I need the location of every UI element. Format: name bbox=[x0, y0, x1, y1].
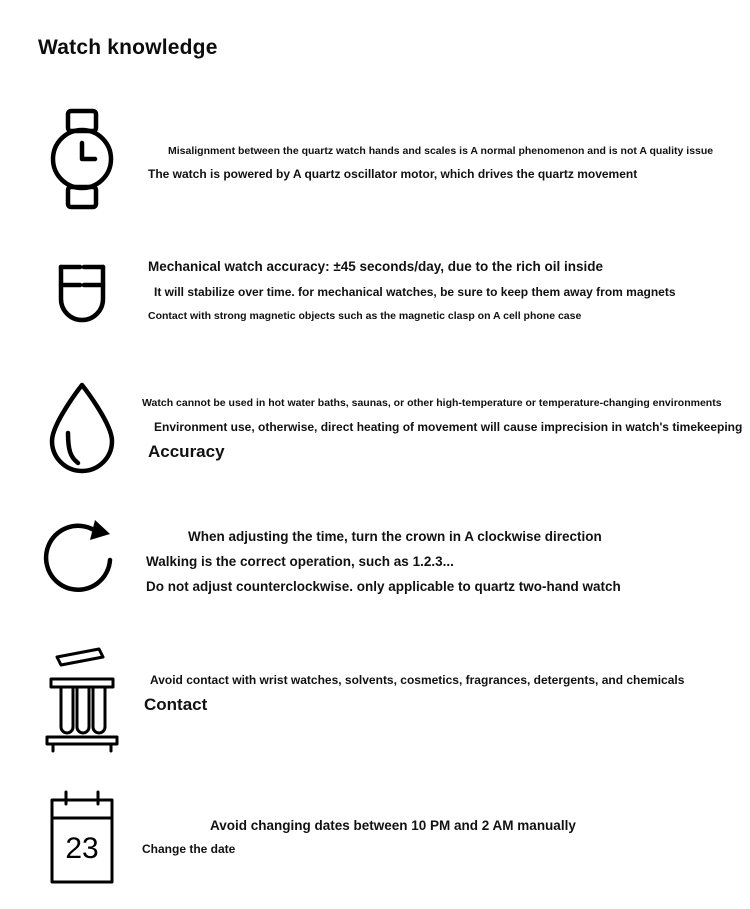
date-line-1: Avoid changing dates between 10 PM and 2 AM manually bbox=[210, 818, 576, 833]
clockwise-arrow-icon bbox=[34, 510, 130, 610]
chemicals-line-1: Avoid contact with wrist watches, solvents, cosmetics, fragrances, detergents, and chemicals bbox=[150, 673, 685, 687]
calendar-day: 23 bbox=[65, 832, 99, 865]
quartz-line-1: Misalignment between the quartz watch hands and scales is A normal phenomenon and is not A quality issue bbox=[168, 145, 714, 157]
watch-icon bbox=[34, 104, 130, 214]
water-drop-icon bbox=[34, 378, 130, 478]
crown-line-1: When adjusting the time, turn the crown in A clockwise direction bbox=[188, 529, 602, 544]
chemicals-line-2: Contact bbox=[144, 695, 208, 715]
test-tube-rack-icon bbox=[34, 640, 130, 758]
magnet-text-block bbox=[140, 258, 740, 324]
quartz-line-2: The watch is powered by A quartz oscillator motor, which drives the quartz movement bbox=[148, 167, 638, 182]
water-line-3: Accuracy bbox=[148, 442, 225, 462]
calendar-icon bbox=[34, 785, 130, 897]
magnet-line-1: Mechanical watch accuracy: ±45 seconds/day, due to the rich oil inside bbox=[148, 259, 604, 274]
date-text-block bbox=[140, 817, 740, 857]
magnet-line-2: It will stabilize over time. for mechanical watches, be sure to keep them away from magnets bbox=[154, 285, 676, 300]
page-title: Watch knowledge bbox=[38, 36, 218, 59]
chemicals-text-block bbox=[140, 672, 740, 717]
magnet-line-3: Contact with strong magnetic objects such as the magnetic clasp on A cell phone case bbox=[148, 310, 582, 323]
date-line-2: Change the date bbox=[142, 842, 236, 857]
crown-line-3: Do not adjust counterclockwise. only applicable to quartz two-hand watch bbox=[146, 579, 621, 595]
water-text-block bbox=[140, 396, 743, 464]
quartz-text-block bbox=[140, 144, 740, 182]
crown-line-2: Walking is the correct operation, such as 1.2.3... bbox=[146, 554, 454, 570]
crown-text-block bbox=[140, 528, 740, 597]
magnet-icon bbox=[34, 248, 130, 338]
water-line-1: Watch cannot be used in hot water baths, saunas, or other high-temperature or temperature-changing environments bbox=[142, 397, 722, 409]
water-line-2: Environment use, otherwise, direct heating of movement will cause imprecision in watch's timekeeping bbox=[154, 420, 743, 435]
